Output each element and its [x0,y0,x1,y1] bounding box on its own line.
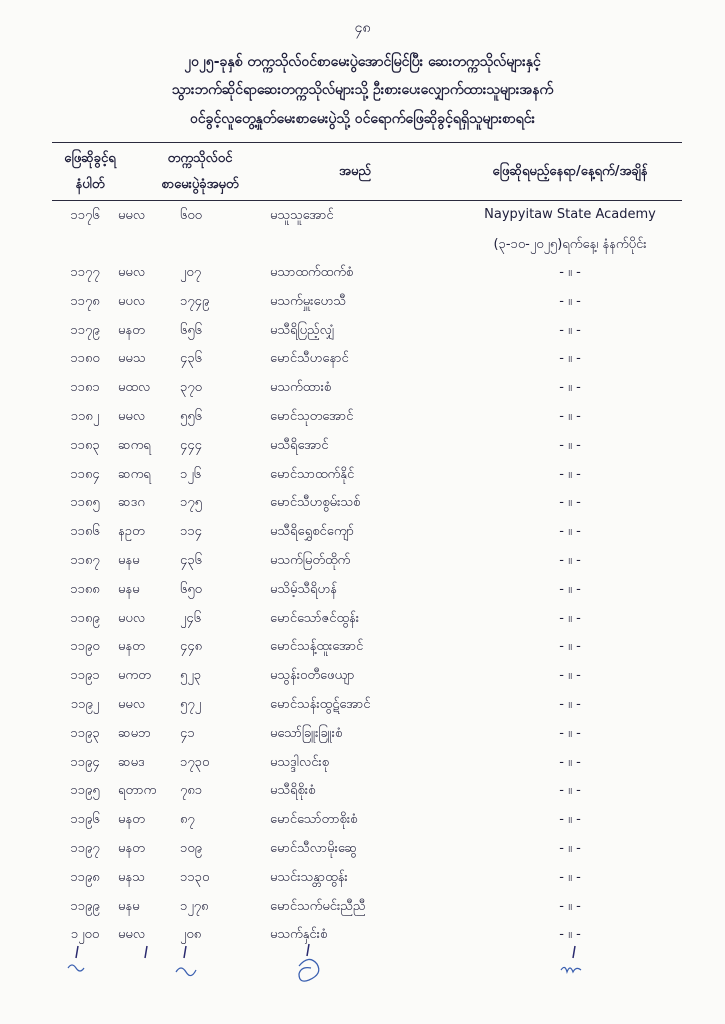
roll-number: ၆၅၀ [180,581,202,597]
roll-prefix: မမလ [118,265,146,280]
title-line-1: ၂၀၂၅-ခုနှစ် တက္ကသိုလ်ဝင်စာမေးပွဲအောင်မြင်ပြီး ဆေးတက္ကသိုလ်များနှင့် [184,54,541,70]
table-row [0,264,725,286]
serial-number: ၁၂၀၀ [70,927,100,943]
table-row [0,379,725,401]
signature-5 [555,940,595,990]
exam-location: - ။ - [559,668,581,684]
table-header-bottom-rule [52,200,682,201]
serial-number: ၁၁၈၀ [70,351,100,367]
table-row [0,552,725,574]
roll-prefix: မကတ [118,668,151,684]
exam-location: - ။ - [559,581,581,597]
exam-location: - ။ - [559,380,581,396]
roll-prefix: မမသ [118,351,146,367]
roll-number: ၂၀၇ [180,265,202,280]
table-row [0,696,725,718]
candidate-name: မသော်ခြူးခြူးစံ [270,725,343,741]
roll-number: ၁၁၃၀ [180,869,210,885]
serial-number: ၁၁၈၈ [70,581,100,597]
serial-number: ၁၁၇၉ [70,322,100,338]
candidate-name: မသိမ့်သီရိဟန် [270,581,337,597]
roll-number: ၃၇၀ [180,380,202,396]
roll-prefix: မမလ [118,208,146,223]
table-row [0,754,725,776]
serial-number: ၁၁၈၆ [70,524,100,540]
candidate-name: မသီရိရွှေစင်ကျော် [270,524,354,540]
roll-number: ၁၂၆ [180,466,202,482]
serial-number: ၁၁၉၀ [70,639,100,655]
signature-3 [170,940,210,990]
column-header-serial-line-2: နံပါတ် [75,177,105,192]
roll-prefix: မနမ [118,581,140,597]
column-header-serial-line-1: ဖြေဆိုခွင့်ရ [64,151,116,166]
exam-location: - ။ - [559,898,581,914]
roll-prefix: နဥတ [118,524,145,540]
exam-location: - ။ - [559,293,581,309]
roll-prefix: မထလ [118,380,151,396]
roll-prefix: မနမ [118,898,140,914]
roll-prefix: ရတာက [118,783,157,799]
roll-number: ၁၂၇၈ [180,898,209,914]
serial-number: ၁၁၉၉ [70,898,100,914]
roll-number: ၁၁၄ [180,524,202,540]
candidate-name: မောင်သန်းထွဋ်အောင် [270,697,371,712]
exam-location: - ။ - [559,783,581,799]
table-row [0,811,725,833]
serial-number: ၁၁၇၆ [70,208,100,223]
table-row [0,926,725,948]
exam-location: - ။ - [559,697,581,712]
roll-prefix: ဆဒဂ [118,495,145,511]
serial-number: ၁၁၈၅ [70,495,100,511]
column-header-name: အမည် [339,164,371,179]
table-row [0,408,725,430]
serial-number: ၁၁၉၆ [70,812,100,828]
serial-number: ၁၁၈၁ [70,380,100,396]
table-row [0,782,725,804]
table-header-top-rule [52,142,682,143]
page-number: ၄၈ [354,20,371,36]
exam-location: - ။ - [559,927,581,943]
signature-1 [60,940,100,990]
roll-number: ၈၇ [180,812,195,828]
exam-location: - ။ - [559,466,581,482]
exam-location: - ။ - [559,409,581,424]
roll-number: ၅၂၃ [180,668,202,684]
roll-prefix: မပလ [118,610,146,626]
exam-location: - ။ - [559,553,581,568]
exam-location: - ။ - [559,322,581,338]
roll-number: ၁၀၉ [180,841,202,856]
roll-prefix: ဆမဒ [118,754,145,770]
roll-prefix: မမလ [118,927,146,943]
signature-4 [285,940,335,990]
candidate-name: မောင်သီဟနောင် [270,351,349,367]
roll-number: ၄၄၄ [180,437,202,453]
candidate-name: မောင်သုတအောင် [270,409,354,424]
roll-number: ၄၃၆ [180,553,202,568]
exam-location: - ။ - [559,812,581,828]
roll-number: ၄၄၈ [180,639,203,655]
candidate-name: မောင်သီလာမိုးဆွေ [270,841,357,856]
roll-number: ၂၀၈ [180,927,202,943]
roll-number: ၇၈၁ [180,783,203,799]
candidate-name: မသီရိအောင် [270,437,329,453]
serial-number: ၁၁၉၁ [70,668,100,684]
candidate-name: မသူသူအောင် [270,208,334,223]
table-row [0,350,725,372]
roll-prefix: ဆမဘ [118,725,151,741]
exam-location: - ။ - [559,351,581,367]
serial-number: ၁၁၈၉ [70,610,100,626]
roll-prefix: မနတ [118,812,145,828]
exam-location: Naypyitaw State Academy [484,207,656,222]
roll-number: ၁၇၄၉ [180,293,210,309]
title-line-3: ဝင်ခွင့်လူတွေ့နှုတ်မေးစာမေးပွဲသို့ ဝင်ရောက်ဖြေဆိုခွင့်ရရှိသူများစာရင်း [189,111,536,127]
roll-number: ၄၁ [180,725,195,741]
serial-number: ၁၁၉၃ [70,725,100,741]
table-row [0,207,725,229]
candidate-name: မသက်မှူးဟေသီ [270,293,346,309]
roll-number: ၁၇၃၀ [180,754,210,770]
table-row [0,610,725,632]
candidate-name: မသက်ထားစံ [270,380,332,396]
exam-location: - ။ - [559,524,581,540]
candidate-name: မောင်သီဟစွမ်းသစ် [270,495,361,511]
candidate-name: မသွန်းဝတီဖေယျာ [270,668,355,684]
serial-number: ၁၁၉၄ [70,754,100,770]
serial-number: ၁၁၈၄ [70,466,100,482]
candidate-name: မသီရိစိုးစံ [270,783,316,799]
candidate-name: မသာထက်ထက်စံ [270,265,354,280]
roll-prefix: မနတ [118,841,145,856]
roll-prefix: ဆကရ [118,466,151,482]
roll-prefix: ဆကရ [118,437,151,453]
candidate-name: မောင်သန့်ထူးအောင် [270,639,364,655]
exam-location: - ။ - [559,754,581,770]
roll-number: ၂၄၆ [180,610,202,626]
location-date-time: (၃-၁၀-၂၀၂၅)ရက်နေ့၊ နံနက်ပိုင်း [493,237,647,252]
roll-prefix: မပလ [118,293,146,309]
exam-location: - ။ - [559,265,581,280]
serial-number: ၁၁၉၇ [70,841,100,856]
table-row [0,725,725,747]
exam-location: - ။ - [559,610,581,626]
table-row [0,437,725,459]
table-row [0,869,725,891]
serial-number: ၁၁၈၂ [70,409,100,424]
roll-prefix: မနမ [118,553,140,568]
roll-prefix: မနတ [118,639,145,655]
candidate-name: မသဒ္ဒါလင်းစု [270,754,330,770]
serial-number: ၁၁၇၇ [70,265,100,280]
roll-number: ၅၇၂ [180,697,202,712]
exam-location: - ။ - [559,437,581,453]
exam-location: - ။ - [559,639,581,655]
roll-number: ၆၀၀ [180,208,202,223]
serial-number: ၁၁၈၃ [70,437,100,453]
exam-location: - ။ - [559,495,581,511]
candidate-name: မောင်သော်တာစိုးစံ [270,812,358,828]
roll-prefix: မမလ [118,697,146,712]
candidate-name: မောင်သော်ဇင်ထွန်း [270,610,360,626]
table-row [0,523,725,545]
table-row [0,293,725,315]
serial-number: ၁၁၈၇ [70,553,100,568]
serial-number: ၁၁၉၈ [70,869,100,885]
candidate-name: မောင်သက်မင်းညီညီ [270,898,366,914]
roll-number: ၅၅၆ [180,409,202,424]
table-row [0,322,725,344]
column-header-roll-line-1: တက္ကသိုလ်ဝင် [167,151,233,166]
table-row [0,840,725,862]
roll-prefix: မနသ [118,869,145,885]
table-row [0,466,725,488]
exam-location: - ။ - [559,725,581,741]
roll-prefix: မနတ [118,322,145,338]
candidate-name: မသက်နှင်းစံ [270,927,328,943]
roll-number: ၄၃၆ [180,351,202,367]
candidate-name: မသီရိပြည့်လျှံ [270,322,335,338]
column-header-location: ဖြေဆိုရမည့်နေရာ/နေ့ရက်/အချိန် [492,164,648,179]
candidate-name: မောင်သာထက်နိုင် [270,466,355,482]
roll-prefix: မမလ [118,409,146,424]
table-row [0,581,725,603]
column-header-roll-line-2: စာမေးပွဲခုံအမှတ် [161,177,239,192]
candidate-name: မသက်မြတ်ထိုက် [270,553,351,568]
title-line-2: သွားဘက်ဆိုင်ရာဆေးတက္ကသိုလ်များသို့ ဦးစားပေးလျှောက်ထားသူများအနက် [171,82,554,98]
table-row [0,638,725,660]
signature-2 [135,940,155,990]
exam-location: - ။ - [559,841,581,856]
table-row [0,667,725,689]
table-row [0,494,725,516]
exam-location: - ။ - [559,869,581,885]
candidate-name: မသင်းသန္တာထွန်း [270,869,348,885]
serial-number: ၁၁၉၂ [70,697,100,712]
serial-number: ၁၁၉၅ [70,783,100,799]
table-row [0,898,725,920]
serial-number: ၁၁၇၈ [70,293,100,309]
roll-number: ၁၇၅ [180,495,202,511]
roll-number: ၆၅၆ [180,322,202,338]
